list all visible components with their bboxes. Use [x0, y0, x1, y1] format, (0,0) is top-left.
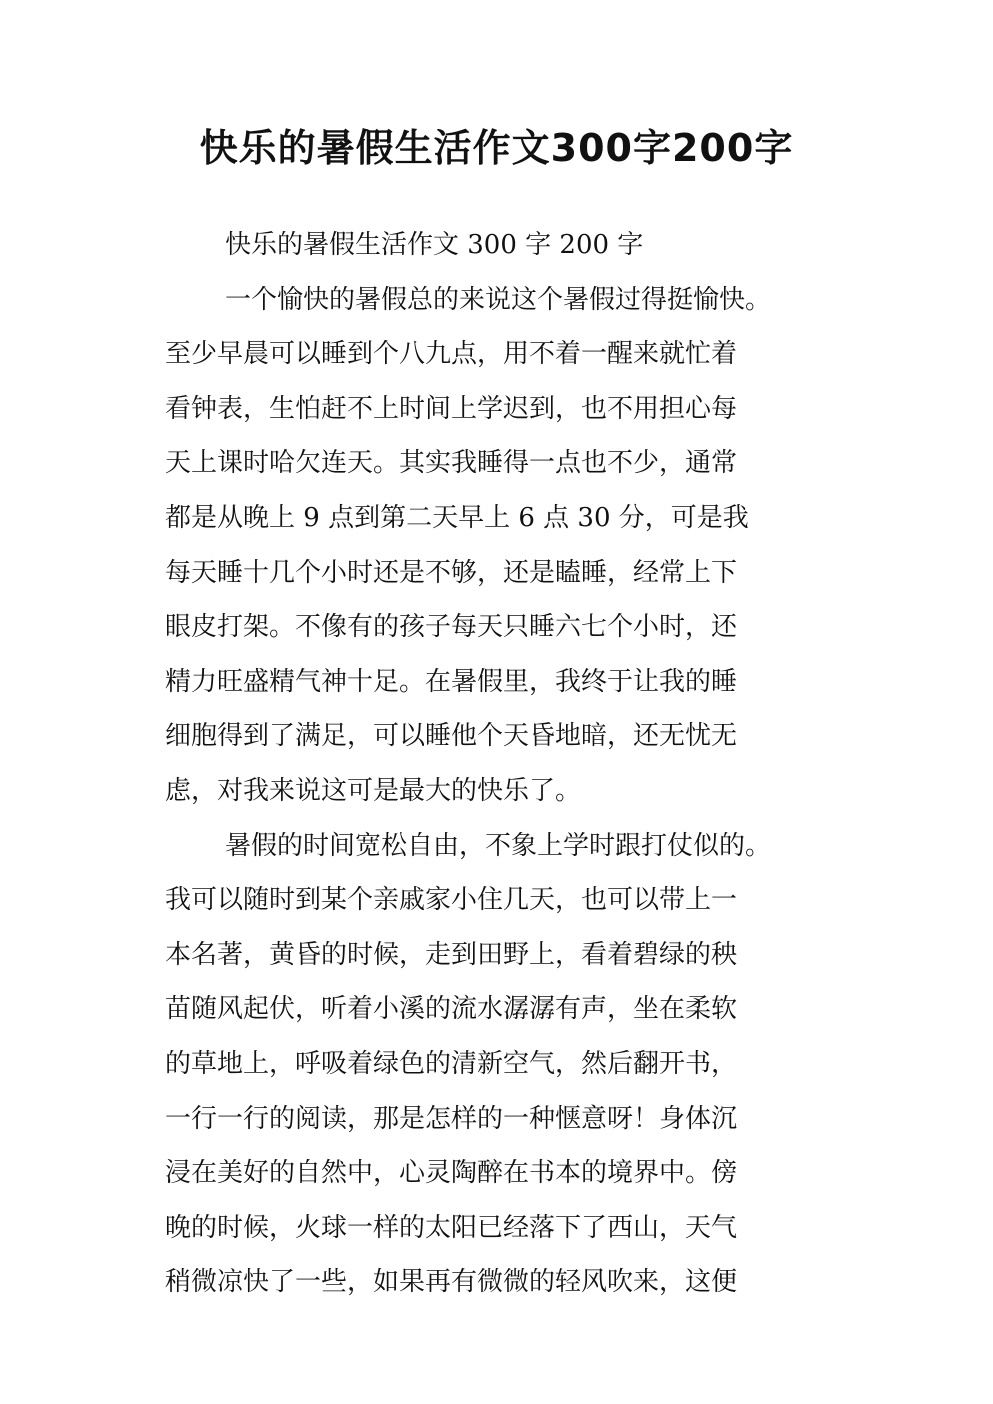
paragraph-line: 每天睡十几个小时还是不够，还是瞌睡，经常上下	[165, 557, 738, 588]
paragraph-line: 暑假的时间宽松自由，不象上学时跟打仗似的。	[225, 830, 772, 861]
paragraph-line: 都是从晚上 9 点到第二天早上 6 点 30 分，可是我	[165, 502, 749, 533]
paragraph-line: 天上课时哈欠连天。其实我睡得一点也不少，通常	[165, 448, 738, 479]
document-body	[165, 218, 845, 1310]
paragraph-line: 一行一行的阅读，那是怎样的一种惬意呀！身体沉	[165, 1103, 738, 1134]
document-title: 快乐的暑假生活作文300字200字	[199, 126, 794, 170]
paragraph-line: 眼皮打架。不像有的孩子每天只睡六七个小时，还	[165, 612, 738, 643]
paragraph-line: 精力旺盛精气神十足。在暑假里，我终于让我的睡	[165, 666, 738, 697]
paragraph-line: 浸在美好的自然中，心灵陶醉在书本的境界中。傍	[165, 1158, 738, 1189]
paragraph-line: 至少早晨可以睡到个八九点，用不着一醒来就忙着	[165, 339, 738, 370]
paragraph-line: 细胞得到了满足，可以睡他个天昏地暗，还无忧无	[165, 721, 738, 752]
paragraph-line: 快乐的暑假生活作文 300 字 200 字	[225, 230, 644, 260]
paragraph-line: 苗随风起伏，听着小溪的流水潺潺有声，坐在柔软	[165, 994, 738, 1025]
paragraph-line: 本名著，黄昏的时候，走到田野上，看着碧绿的秧	[165, 939, 738, 970]
paragraph-line: 稍微凉快了一些，如果再有微微的轻风吹来，这便	[165, 1267, 738, 1298]
paragraph-line: 晚的时候，火球一样的太阳已经落下了西山，天气	[165, 1212, 738, 1243]
paragraph-line: 的草地上，呼吸着绿色的清新空气，然后翻开书，	[165, 1048, 738, 1079]
paragraph-line: 一个愉快的暑假总的来说这个暑假过得挺愉快。	[225, 284, 772, 315]
paragraph-line: 虑，对我来说这可是最大的快乐了。	[165, 775, 582, 806]
paragraph-line: 我可以随时到某个亲戚家小住几天，也可以带上一	[165, 885, 738, 916]
paragraph-line: 看钟表，生怕赶不上时间上学迟到，也不用担心每	[165, 393, 738, 424]
